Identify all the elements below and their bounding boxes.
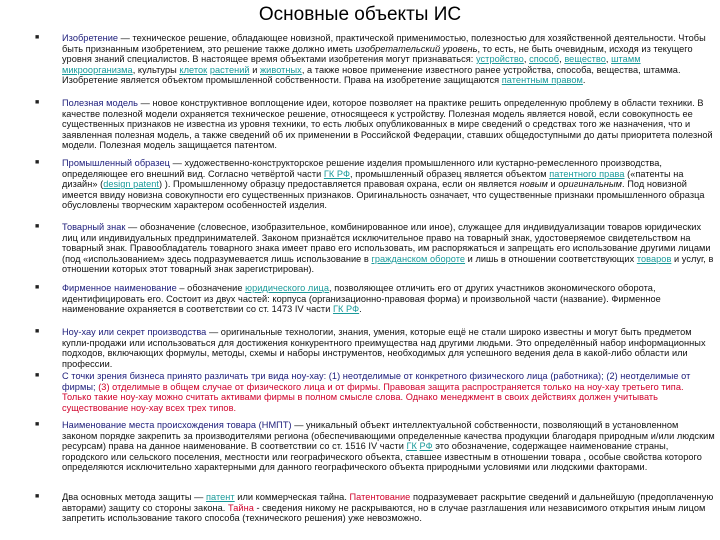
paragraph [62, 98, 715, 151]
text-segment: — уникальный объект интеллектуальной собственности, позволяющий в установленном законом порядке закрепить за производителями региона (обеспечивающими определенные качества продукции благодаря природным и/или людским ресурсам) права на данное наименование. В соответствии со ст. 1516 IV части [62, 420, 715, 451]
text-segment: , [523, 54, 530, 64]
text-segment: Тайна [228, 502, 254, 513]
list-item-invention [35, 33, 715, 86]
text-segment: Два основных метода защиты — [62, 492, 206, 502]
term-heading: Полезная модель [62, 98, 138, 108]
text-segment: это обозначение, содержащее наименование страны, городского или сельского поселения, местности или географического объекта, ставшее известным в отношении товара , особые свойства которого определяются исключительно характерными для данного географического объекта природными условиями или людскими факторами. [62, 441, 702, 472]
bullet-icon: ■ [35, 159, 40, 166]
hyperlink[interactable]: штамм микроорганизма [62, 54, 641, 75]
text-segment: подразумевает раскрытие сведений и дальнейшую (предоплаченную авторами) защиту со стороны закона. [62, 492, 714, 513]
list-item-trademark [35, 222, 715, 275]
text-segment: . Под новизной имеется ввиду новизна совокупности его существенных признаков. Оригинальность означает, что существенные признаки промышленного образца обусловлены творческим характером особенностей изделия. [62, 179, 705, 210]
bullet-icon: ■ [35, 34, 40, 41]
text-segment: (3) отделимые в общем случае от физического лица и от фирмы. Правовая защита распространяется только на ноу-хау третьего типа. Только такие ноу-хау можно считать активами фирмы в полном смысле слова. Однако менеджмент в своих действиях должен учитывать существование ноу-хау всех трех типов. [62, 381, 684, 413]
hyperlink[interactable]: патентным правом [501, 75, 583, 85]
list-item-utility-model [35, 98, 715, 151]
text-segment: - сведения никому не раскрываются, но в случае разглашения или независимого открытия иным лицом запретить использование такого способа (технического решения) уже невозможно. [62, 502, 706, 523]
hyperlink[interactable]: вещество [564, 54, 606, 64]
text-segment: , [605, 54, 612, 64]
hyperlink[interactable]: гражданском обороте [371, 253, 466, 264]
text-segment: . [359, 304, 362, 314]
text-segment: — техническое решение, обладающее новизной, практической применимостью, полезностью для хозяйственной деятельности. Чтобы быть признанным изобретением, это решение также должно иметь [62, 33, 706, 54]
list-item-know-how [35, 327, 715, 413]
term-heading: Фирменное наименование [62, 283, 177, 293]
hyperlink[interactable]: РФ [419, 441, 433, 451]
text-segment: оригинальным [558, 179, 623, 189]
text-segment: С точки зрения бизнеса принято различать три вида ноу-хау: (1) неотделимые от конкретного физического лица (работника); (2) неотделимые от фирмы; [62, 371, 691, 392]
bullet-icon: ■ [35, 421, 40, 428]
hyperlink[interactable]: товаров [636, 253, 672, 264]
text-segment: и лишь в отношении соответствующих [465, 253, 637, 264]
text-segment: , то есть, не быть очевидным, исходя из текущего уровня знаний специалистов. В настоящее время объектами изобретения могут признаваться: [62, 43, 693, 64]
text-segment: , [559, 54, 565, 64]
bullet-icon: ■ [35, 284, 40, 291]
bullet-icon: ■ [35, 328, 40, 335]
hyperlink[interactable]: ГК РФ [323, 168, 351, 179]
hyperlink[interactable]: устройство [476, 54, 524, 64]
text-segment: – обозначение [176, 283, 246, 293]
text-segment: , а также новое применение известного ранее устройства, способа, вещества, штамма. Изобретение является объектом промышленной собственности. Права на изобретение защищаются [62, 64, 681, 85]
slide-title: Основные объекты ИС [258, 4, 462, 25]
paragraph [62, 283, 715, 315]
bullet-icon: ■ [35, 99, 40, 106]
paragraph [62, 33, 715, 86]
hyperlink[interactable]: способ [529, 54, 560, 64]
paragraph [62, 492, 715, 524]
paragraph [62, 371, 715, 413]
text-segment: и [547, 179, 559, 189]
term-heading: Наименование места происхождения товара (НМПТ) [62, 420, 292, 430]
hyperlink[interactable]: патент [205, 492, 235, 502]
text-segment: изобретательский уровень [355, 43, 478, 54]
hyperlink[interactable]: патентного права [549, 168, 625, 179]
term-heading: Товарный знак [62, 222, 126, 232]
text-segment: — художественно-конструкторское решение изделия промышленного или кустарно-ремесленного производства, определяющее его внешний вид. Согласно четвёртой части [62, 158, 663, 179]
text-segment: — новое конструктивное воплощение идеи, которое позволяет на практике решить определенную проблему в области техники. В качестве полезной модели охраняется техническое решение, относящееся к устройству. Полезная модель является новой, если совокупность ее существенных признаков не известна из уровня техники, то есть любых опубликованных в мире сведений о средствах того же назначения, что и заявленная полезная модель, а также сведений об их применении в Российской Федерации, ставших общедоступными до даты приоритета полезной модели. Полезная модель защищается патентом. [62, 98, 713, 150]
text-segment: Патентование [349, 492, 411, 502]
text-segment: и [249, 64, 260, 75]
hyperlink[interactable]: ГК РФ [332, 304, 360, 314]
text-segment: — оригинальные технологии, знания, умения, которые ещё не стали широко известны и могут быть предметом купли-продажи или использоваться для достижения конкурентного преимущества над другими людьми. Это определённый набор информационных подходов, включающих формулы, методы, схемы и наборы инструментов, необходимых для успешного ведения дела в какой-либо области или профессии. [62, 327, 706, 369]
paragraph [62, 158, 715, 211]
term-heading: Ноу-хау или секрет производства [62, 327, 207, 337]
text-segment: , культуры [132, 64, 180, 75]
text-segment: , позволяющее отличить его от других участников экономического оборота, идентифицировать его. Состоит из двух частей: корпуса (организационно-правовая форма) и произвольной части (название). Фирменное наименование охраняется в соответствии со ст. 1473 IV части [62, 283, 661, 314]
hyperlink[interactable]: растений [209, 64, 250, 75]
text-segment: и услуг, в отношении которых этот товарный знак зарегистрирован). [62, 253, 714, 274]
hyperlink[interactable]: ГК [406, 441, 417, 451]
paragraph [62, 222, 715, 275]
paragraph [62, 327, 715, 369]
bullet-icon: ■ [35, 493, 40, 500]
term-heading: Изобретение [62, 33, 119, 43]
text-segment: ) ). Промышленному образцу предоставляется правовая охрана, если он является [159, 179, 520, 189]
hyperlink[interactable]: клеток [179, 64, 208, 75]
text-segment: . [582, 75, 586, 85]
bullet-icon: ■ [35, 372, 40, 379]
paragraph [62, 420, 715, 473]
list-item-trade-name [35, 283, 715, 315]
term-heading: Промышленный образец [62, 158, 170, 168]
text-segment: , промышленный образец является объектом [350, 168, 550, 179]
list-item-appellation-of-origin [35, 420, 715, 473]
list-item-industrial-design [35, 158, 715, 211]
list-item-protection-methods [35, 492, 715, 524]
text-segment: («патенты на дизайн» ( [62, 168, 684, 189]
text-segment: или коммерческая тайна. [234, 492, 350, 502]
text-segment: — обозначение (словесное, изобразительное, комбинированное или иное), служащее для индивидуализации товаров юридических лиц или индивидуальных предпринимателей. Законом признаётся исключительное право на товарный знак, удостоверяемое свидетельством на товарный знак. Правообладатель товарного знака имеет право его использовать, им распоряжаться и запрещать его использование другими лицами (под «использованием» здесь подразумевается лишь использование в [62, 222, 711, 264]
hyperlink[interactable]: животных [259, 64, 302, 75]
hyperlink[interactable]: юридического лица [245, 283, 329, 293]
bullet-icon: ■ [35, 223, 40, 230]
text-segment: новым [519, 179, 548, 189]
hyperlink[interactable]: design patent [103, 179, 160, 189]
